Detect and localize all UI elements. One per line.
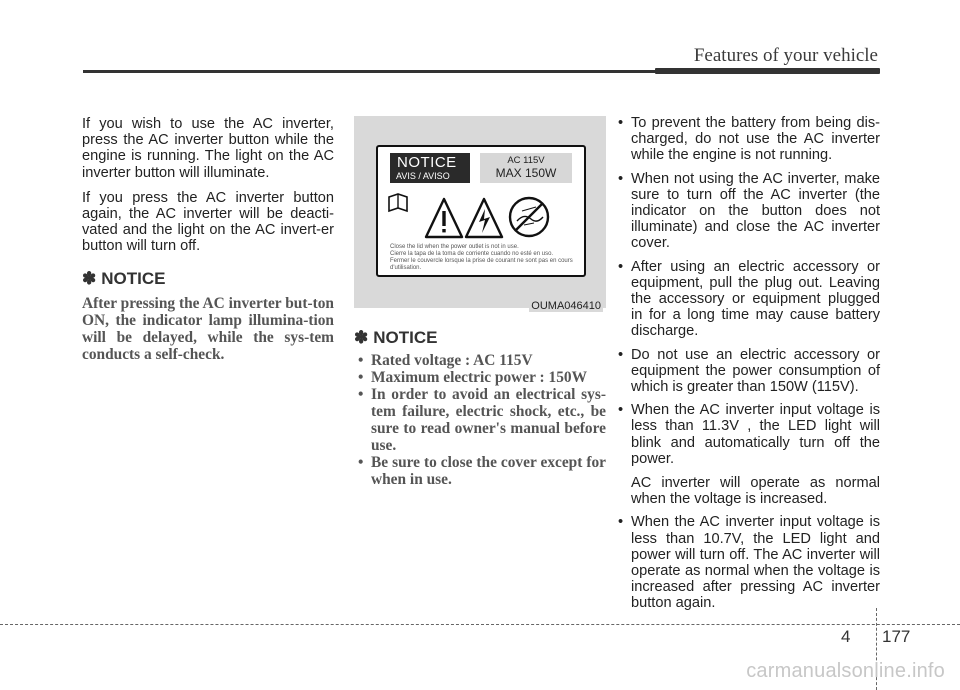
list-item: • After using an electric accessory or equipment, pull the plug out. Leaving the accessory or equipment plugged in for a long time may cause battery discharge. xyxy=(614,259,880,340)
list-item: • When not using the AC inverter, make sure to turn off the AC inverter (the indicator on the button does not illuminate) and close the AC inverter cover. xyxy=(614,171,880,252)
notice-title: NOTICE xyxy=(101,268,166,288)
label-notice-block xyxy=(390,153,470,183)
notice-list xyxy=(354,352,606,488)
label-spec-block xyxy=(480,153,572,183)
notice-title: NOTICE xyxy=(373,328,438,347)
left-column xyxy=(82,116,334,363)
list-item: • Rated voltage : AC 115V xyxy=(354,352,606,369)
list-item: • Be sure to close the cover except for when in use. xyxy=(354,454,606,488)
notice-star-icon: ✽ xyxy=(354,328,369,347)
fine-print-line: Fermer le couvercle lorsque la prise de courant ne sont pas en cours d'utilisation. xyxy=(390,258,573,271)
notice-heading xyxy=(82,269,334,289)
label-spec-voltage: AC 115V xyxy=(507,155,545,166)
list-item-note: AC inverter will operate as normal when the voltage is increased. xyxy=(631,475,880,508)
label-fine-print xyxy=(390,244,576,272)
middle-column xyxy=(354,116,606,488)
watermark: carmanualsonline.info xyxy=(746,660,945,682)
list-item-text: When the AC inverter input voltage is less than 11.3V , the LED light will blink and automatically turn off the power. xyxy=(631,402,880,467)
footer-rule xyxy=(0,624,960,625)
page-number: 177 xyxy=(882,627,911,646)
paragraph: If you wish to use the AC inverter, press the AC inverter button while the engine is running. The light on the AC inverter button will illuminate. xyxy=(82,116,334,181)
list-item: • When the AC inverter input voltage is less than 10.7V, the LED light and power will turn off. The AC inverter will operate as normal when the voltage is increased after pressing AC inverter button again. xyxy=(614,514,880,611)
manual-book-icon xyxy=(389,194,407,211)
notice-label-figure xyxy=(354,116,606,312)
list-item: • Maximum electric power : 150W xyxy=(354,369,606,386)
notice-label-card xyxy=(376,145,586,277)
section-header-title: Features of your vehicle xyxy=(693,45,878,66)
list-item: • To prevent the battery from being dis-charged, do not use the AC inverter while the engine is not running. xyxy=(614,115,880,164)
fine-print-line: Cierre la tapa de la toma de corriente cuando no esté en uso. xyxy=(390,251,554,257)
electric-shock-warning-icon xyxy=(466,199,502,237)
list-item: • In order to avoid an electrical sys-tem failure, electric shock, etc., be sure to read owner's manual before use. xyxy=(354,386,606,454)
label-icons xyxy=(386,189,576,241)
list-item: • Do not use an electric accessory or equipment the power consumption of which is greater than 150W (115V). xyxy=(614,347,880,396)
list-item xyxy=(614,402,880,507)
notice-text: After pressing the AC inverter but-ton ON, the indicator lamp illumina-tion will be delayed, while the sys-tem conducts a self-check. xyxy=(82,294,334,363)
notice-heading xyxy=(354,328,606,348)
label-spec-power: MAX 150W xyxy=(495,166,557,180)
label-notice-text: NOTICE xyxy=(397,154,457,171)
notice-star-icon: ✽ xyxy=(82,268,97,288)
chapter-number: 4 xyxy=(841,627,851,646)
caution-list xyxy=(614,115,880,612)
paragraph: If you press the AC inverter button again, the AC inverter will be deacti-vated and the light on the AC invert-er button will turn off. xyxy=(82,189,334,255)
figure-caption: OUMA046410 xyxy=(531,300,601,312)
no-liquid-prohibition-icon xyxy=(510,198,548,236)
label-languages-text: AVIS / AVISO xyxy=(396,171,450,181)
fine-print-line: Close the lid when the power outlet is not in use. xyxy=(390,244,519,250)
warning-exclamation-icon xyxy=(426,199,462,237)
header-rule-accent xyxy=(655,68,880,74)
right-column xyxy=(614,115,880,619)
